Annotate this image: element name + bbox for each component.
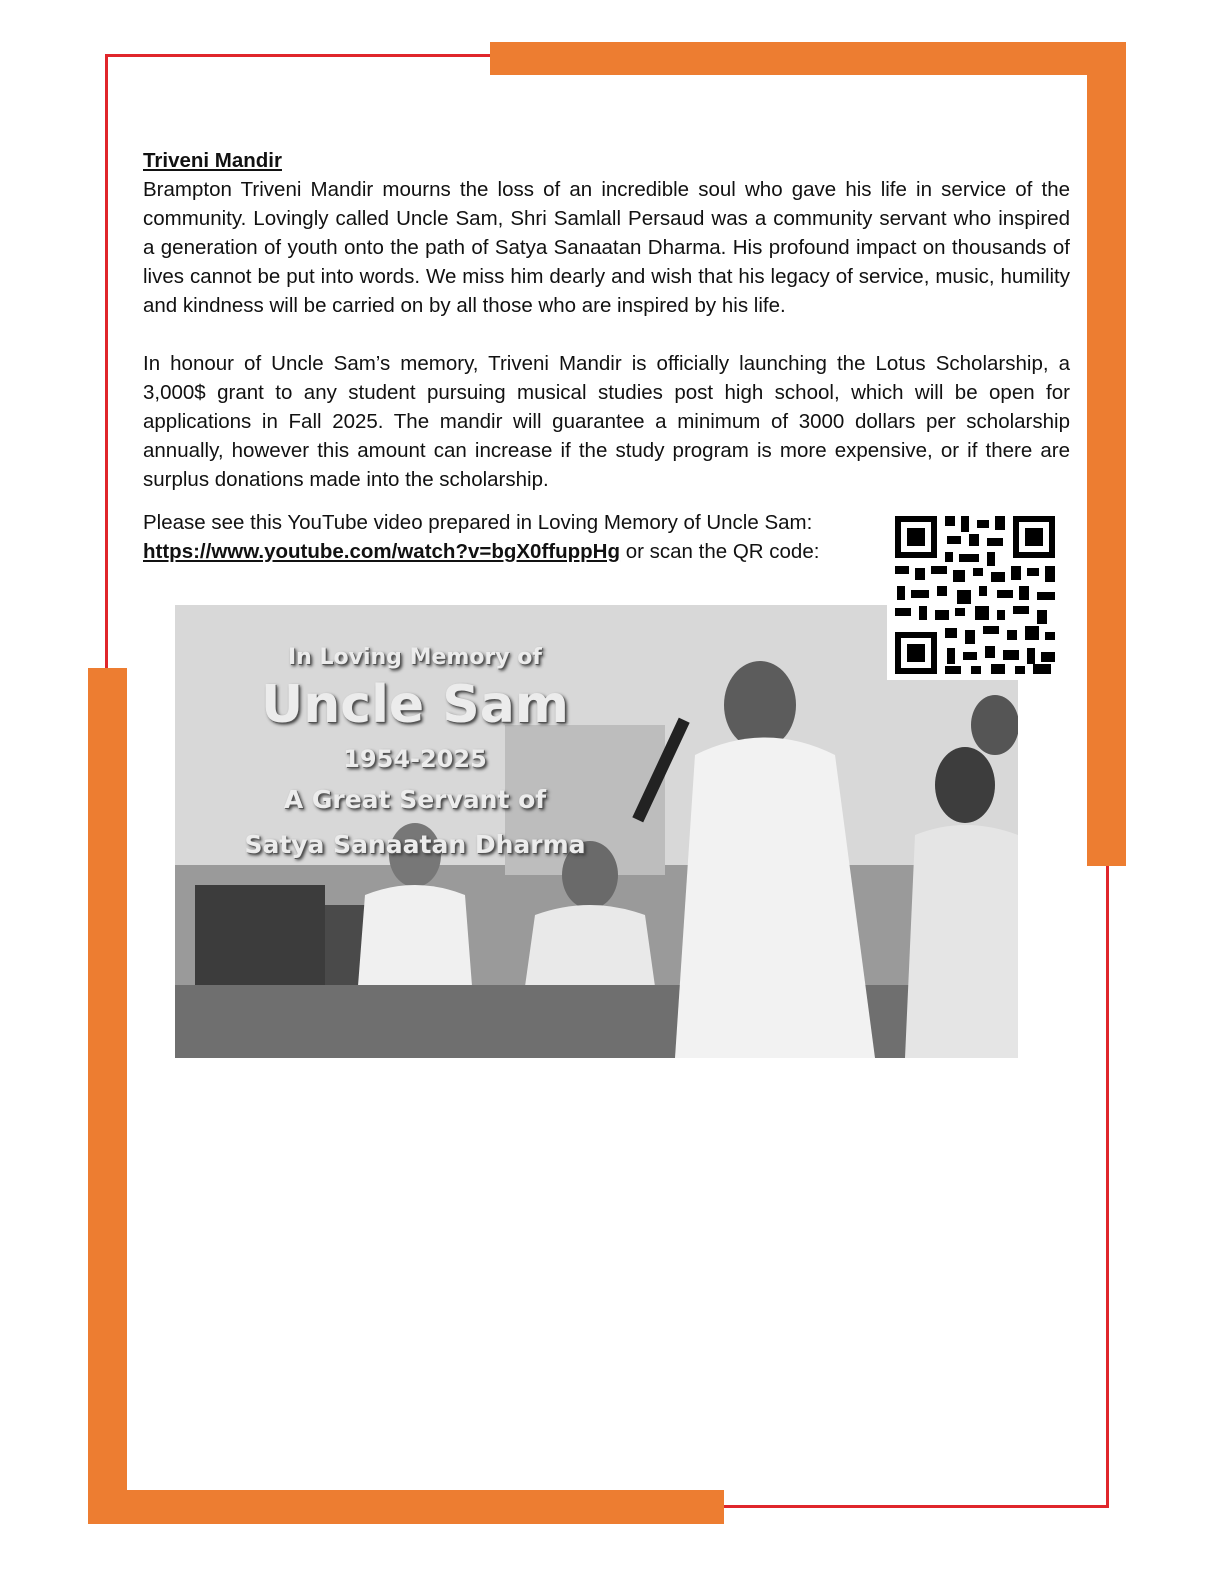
- main-content: [143, 146, 1070, 566]
- tribute-paragraph: Brampton Triveni Mandir mourns the loss of an incredible soul who gave his life in service of the community. Lovingly called Uncle Sam, Shri Samlall Persaud was a community servant who inspired a generation of youth onto the path of Satya Sanaatan Dharma. His profound impact on thousands of lives cannot be put into words. We miss him dearly and wish that his legacy of service, music, humility and kindness will be carried on by all those who are inspired by his life.: [143, 178, 1070, 317]
- qr-prompt-text: or scan the QR code:: [620, 540, 820, 563]
- photo-caption-name: Uncle Sam: [261, 675, 569, 735]
- qr-code-icon[interactable]: [887, 510, 1063, 680]
- youtube-link[interactable]: https://www.youtube.com/watch?v=bgX0ffuppHg: [143, 540, 621, 563]
- frame-line-bottom: [720, 1505, 1109, 1508]
- photo-caption-years: 1954-2025: [343, 745, 487, 773]
- frame-line-left: [105, 54, 108, 670]
- photo-caption-line-1: In Loving Memory of: [288, 645, 542, 670]
- frame-bar-left: [88, 668, 127, 1524]
- frame-bar-bottom: [88, 1490, 724, 1524]
- page-heading: Triveni Mandir: [143, 149, 282, 172]
- frame-line-top: [105, 54, 495, 57]
- photo-caption-line-5: Satya Sanaatan Dharma: [244, 830, 586, 859]
- frame-bar-top: [490, 42, 1126, 75]
- scholarship-paragraph: In honour of Uncle Sam’s memory, Triveni Mandir is officially launching the Lotus Scholarship, a 3,000$ grant to any student pursuing musical studies post high school, which will be open for applications in Fall 2025. The mandir will guarantee a minimum of 3000 dollars per scholarship annually, however this amount can increase if the study program is more expensive, or if there are surplus donations made into the scholarship.: [143, 352, 1070, 491]
- photo-caption-line-4: A Great Servant of: [283, 785, 547, 814]
- video-intro-text: Please see this YouTube video prepared in Loving Memory of Uncle Sam:: [143, 511, 813, 534]
- frame-line-right: [1106, 862, 1109, 1508]
- frame-bar-right: [1087, 42, 1126, 866]
